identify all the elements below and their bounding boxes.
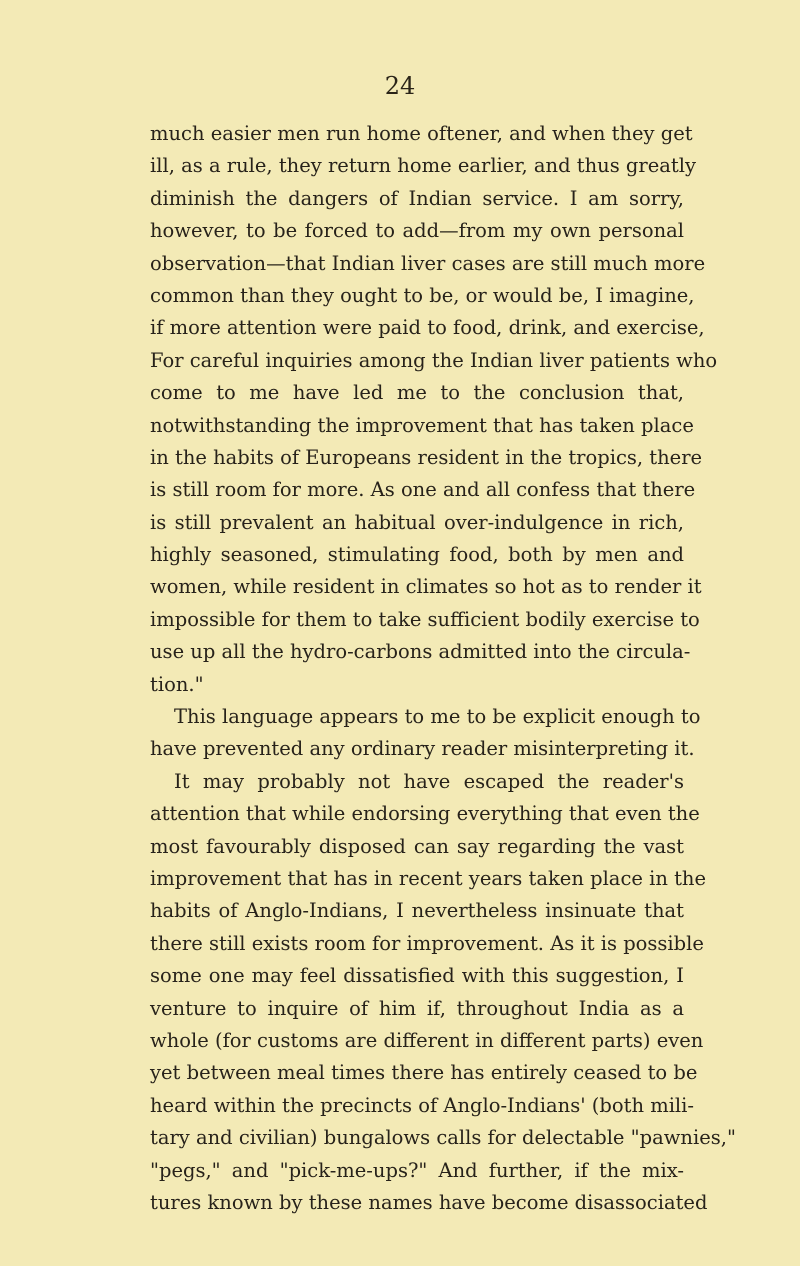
text-line: common than they ought to be, or would be, I imagine, [150,283,695,307]
text-line: improvement that has in recent years taken place in the [150,866,707,890]
text-line: use up all the hydro-carbons admitted into the circula- [150,640,691,664]
text-line: heard within the precincts of Anglo-Indians' (both mili- [150,1093,694,1117]
text-line: whole (for customs are different in different parts) even [150,1028,704,1052]
text-line: venture to inquire of him if, throughout India as a [150,996,684,1020]
text-line: there still exists room for improvement. As it is possible [150,931,704,955]
page-body-text [150,118,736,1219]
text-line: diminish the dangers of Indian service. I am sorry, [150,186,684,210]
text-line: if more attention were paid to food, drink, and exercise, [150,316,705,340]
text-line: is still room for more. As one and all confess that there [150,478,696,502]
text-line: attention that while endorsing everything that even the [150,802,700,826]
text-line: most favourably disposed can say regarding the vast [150,834,684,858]
text-line: some one may feel dissatisfied with this suggestion, I [150,964,684,988]
text-line: observation—that Indian liver cases are still much more [150,251,706,275]
text-line: much easier men run home oftener, and when they get [150,122,693,145]
text-line: have prevented any ordinary reader misinterpreting it. [150,737,695,761]
text-line: tion." [150,672,204,696]
text-line: highly seasoned, stimulating food, both by men and [150,543,684,567]
text-line: come to me have led me to the conclusion that, [150,381,684,405]
text-line: yet between meal times there has entirely ceased to be [150,1061,698,1085]
text-line: It may probably not have escaped the reader's [174,769,684,793]
page-number: 24 [384,72,416,100]
text-line: ill, as a rule, they return home earlier, and thus greatly [150,154,696,178]
text-line: tary and civilian) bungalows calls for delectable "pawnies," [150,1126,736,1150]
text-line: tures known by these names have become disassociated [150,1190,708,1214]
text-line: "pegs," and "pick-me-ups?" And further, if the mix- [150,1158,684,1182]
text-line: women, while resident in climates so hot as to render it [150,575,702,599]
text-line: in the habits of Europeans resident in the tropics, there [150,445,703,469]
text-line: This language appears to me to be explicit enough to [174,705,701,729]
text-line: notwithstanding the improvement that has taken place [150,413,694,437]
text-line: is still prevalent an habitual over-indulgence in rich, [150,510,684,534]
text-line: however, to be forced to add—from my own personal [150,219,684,243]
text-line: impossible for them to take sufficient bodily exercise to [150,607,700,631]
text-line: habits of Anglo-Indians, I nevertheless insinuate that [150,899,684,923]
text-line: For careful inquiries among the Indian liver patients who [150,348,718,372]
